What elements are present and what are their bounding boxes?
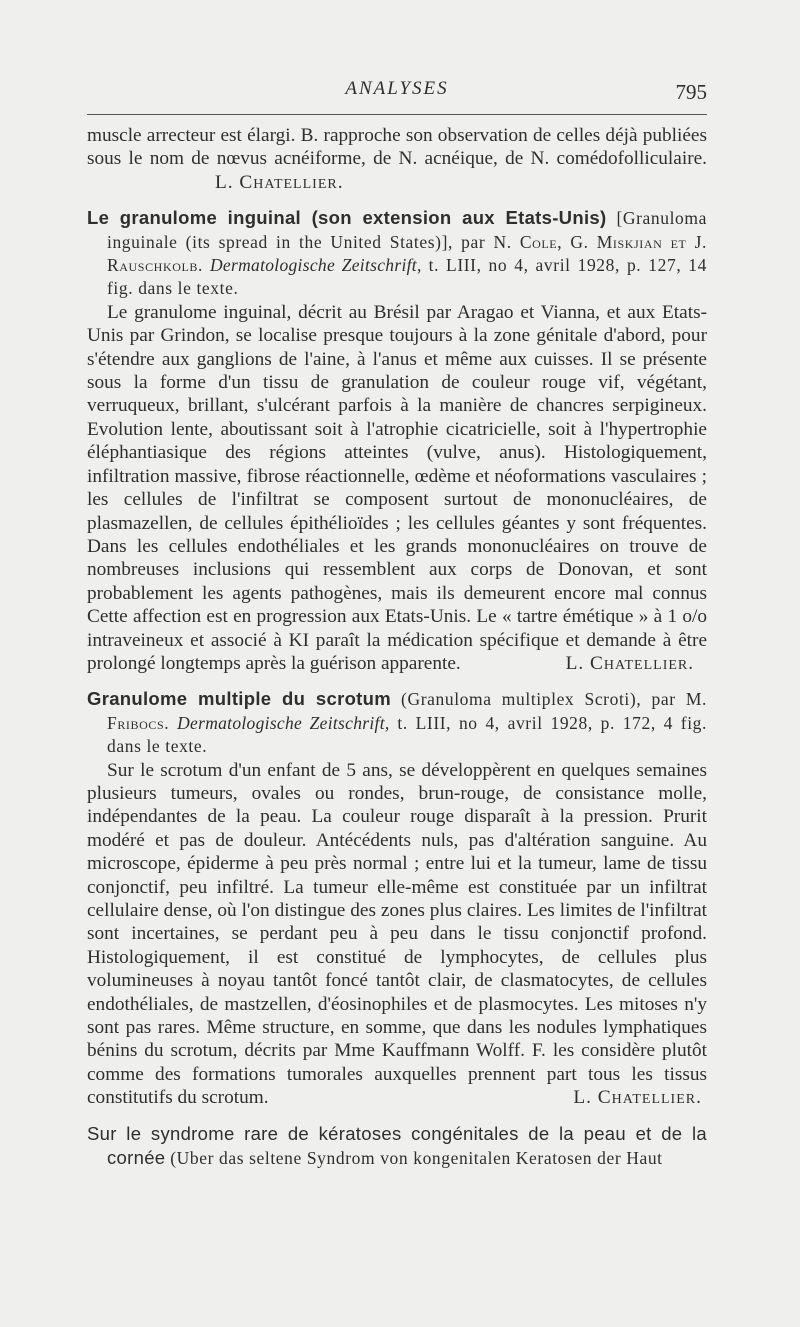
article-title-1: Le granulome inguinal (son extension aux Etats-Unis): [87, 207, 607, 229]
signature: L. Chatellier.: [565, 652, 695, 674]
article-reference-3: (Uber das seltene Syndrom von kongenitalen Keratosen der Haut: [170, 1148, 663, 1169]
article-reference-1: [Granuloma inguinale (its spread in the United States)], par N. Cole, G. Miskjian et J. Rauschkolb. Dermatologische Zeitschrift, t. LIII, no 4, avril 1928, p. 127, 14 fig. dans le texte.: [107, 208, 707, 299]
running-head: [87, 78, 707, 108]
article-title-2: Granulome multiple du scrotum: [87, 688, 391, 710]
article-text-2: Sur le scrotum d'un enfant de 5 ans, se développèrent en quelques semaines plusieurs tumeurs, ovales ou rondes, brun-rouge, de consistance molle, indépendantes de la peau. La couleur rouge disparaît à la pression. Prurit modéré et pas de douleur. Antécédents nuls, pas d'altération sanguine. Au microscope, épiderme à peu près normal ; entre lui et la tumeur, lame de tissu conjonctif, peu infiltré. La tumeur elle-même est constituée par un infiltrat cellulaire dense, où l'on distingue des zones plus claires. Les limites de l'infiltrat sont incertaines, se perdant peu à peu dans le tissu conjonctif profond. Histologiquement, il est constitué de lymphocytes, de cellules plus volumineuses à noyau tantôt foncé tantôt clair, de clasmatocytes, de cellules endothéliales, de mastzellen, d'éosinophiles et de plasmocytes. Les mitoses n'y sont pas rares. Même structure, en somme, que dans les nodules lymphatiques bénins du scrotum, décrits par Mme Kauffmann Wolff. F. les considère plutôt comme des formations tumorales auxquelles prennent part tous les tissus constitutifs du scrotum. L. Chatellier.: [87, 759, 707, 1109]
article-title-3: Sur le syndrome rare de kératoses congénitales de la peau et de la cornée: [87, 1122, 707, 1169]
article-heading-1: [87, 206, 707, 301]
article-text-1: Le granulome inguinal, décrit au Brésil par Aragao et Vianna, et aux Etats-Unis par Grindon, se localise presque toujours à la zone génitale d'abord, pour s'étendre aux ganglions de l'aine, à l'anus et même aux cuisses. Il se présente sous la forme d'un tissu de granulation de couleur rouge vif, végétant, verruqueux, brillant, s'ulcérant parfois à la manière de chancres serpigineux. Evolution lente, aboutissant soit à l'atrophie cicatricielle, soit à l'hypertrophie éléphantiasique des régions atteintes (vulve, anus). Histologiquement, infiltration massive, fibrose réactionnelle, œdème et néoformations vasculaires ; les cellules de l'infiltrat se composent surtout de mononucléaires, de plasmazellen, de cellules épithélioïdes ; les cellules géantes y sont fréquentes. Dans les cellules endothéliales et les grands mononucléaires on trouve de nombreuses inclusions qui ressemblent aux corps de Donovan, et sont probablement les agents pathogènes, mais ils demeurent encore mal connus Cette affection est en progression aux Etats-Unis. Le « tartre émétique » à 1 o/o intraveineux et associé à KI paraît la médication spécifique et demande à être prolongé longtemps après la guérison apparente. L. Chatellier.: [87, 301, 707, 674]
signature: L. Chatellier.: [573, 1087, 702, 1109]
article-heading-2: [87, 687, 707, 758]
page-number: 795: [675, 80, 707, 104]
header-rule: [87, 114, 707, 115]
article-body: [87, 124, 707, 1170]
continuation-paragraph: [87, 124, 707, 194]
continuation-text: muscle arrecteur est élargi. B. rapproche son observation de celles déjà publiées sous le nom de nœvus acnéiforme, de N. acnéique, de N. comédofolliculaire.: [87, 125, 707, 170]
article-reference-2: (Granuloma multiplex Scroti), par M. Fribocs. Dermatologische Zeitschrift, t. LIII, no 4, avril 1928, p. 172, 4 fig. dans le texte.: [107, 689, 707, 757]
article-heading-3: [87, 1122, 707, 1171]
running-title: ANALYSES: [345, 78, 449, 99]
signature: L. Chatellier.: [215, 171, 344, 193]
